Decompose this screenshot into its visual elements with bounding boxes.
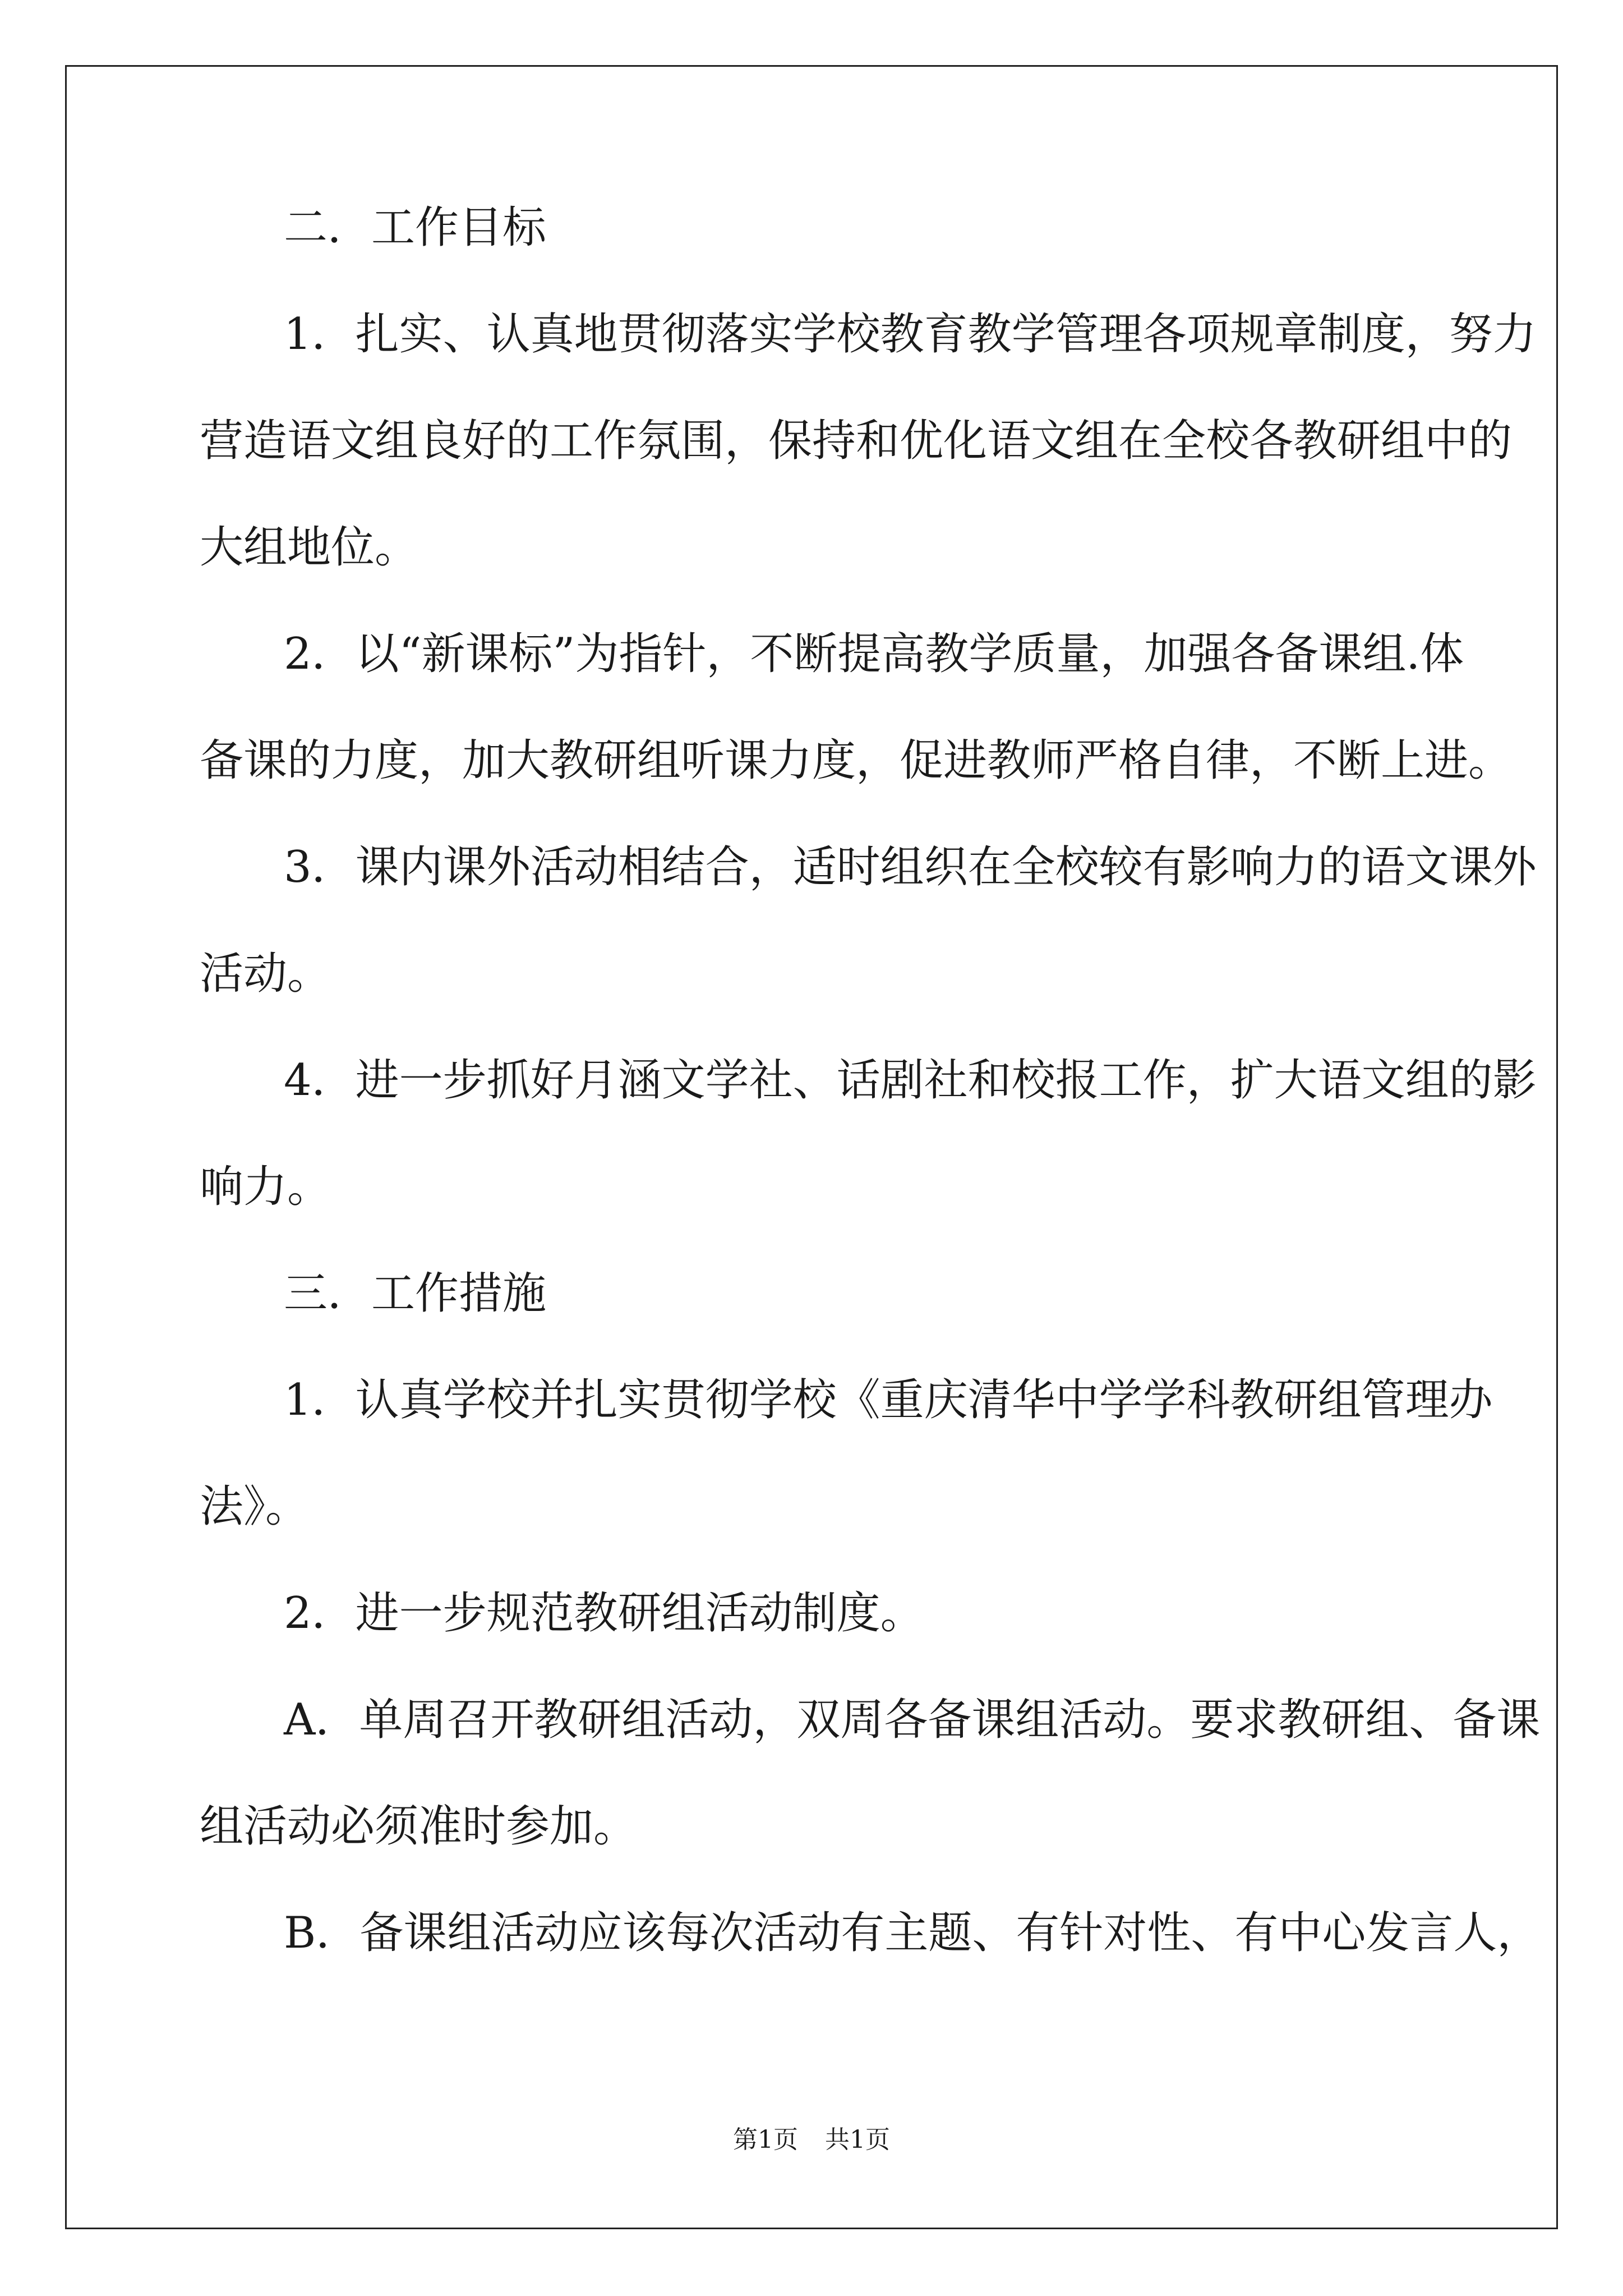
paragraph-line: 1．认真学校并扎实贯彻学校《重庆清华中学学科教研组管理办 [284,1375,1493,1425]
paragraph-line: 备课的力度，加大教研组听课力度，促进教师严格自律，不断上进。 [200,735,1513,786]
page-number-current: 第1页 [733,2125,798,2154]
paragraph-line: B．备课组活动应该每次活动有主题、有针对性、有中心发言人， [284,1908,1541,1958]
page-footer [0,2123,1623,2157]
section-heading: 二．工作目标 [284,203,547,253]
paragraph-line: 大组地位。 [200,522,419,573]
paragraph-line: 组活动必须准时参加。 [200,1801,638,1852]
paragraph-line: 2．进一步规范教研组活动制度。 [284,1588,924,1639]
paragraph-line: 4．进一步抓好月涵文学社、话剧社和校报工作，扩大语文组的影 [284,1055,1537,1106]
paragraph-line: 活动。 [200,949,331,999]
paragraph-line: 1．扎实、认真地贯彻落实学校教育教学管理各项规章制度，努力 [284,309,1537,360]
paragraph-line: 响力。 [200,1162,331,1212]
paragraph-line: 营造语文组良好的工作氛围，保持和优化语文组在全校各教研组中的 [200,416,1513,466]
section-heading: 三．工作措施 [284,1268,547,1319]
paragraph-line: 法》。 [200,1481,310,1532]
paragraph-line: 3．课内课外活动相结合，适时组织在全校较有影响力的语文课外 [284,842,1537,892]
paragraph-line: A．单周召开教研组活动，双周各备课组活动。要求教研组、备课 [284,1695,1541,1745]
page-number-total: 共1页 [825,2125,890,2154]
paragraph-line: 2．以“新课标”为指针，不断提高教学质量，加强各备课组.体 [284,629,1464,679]
